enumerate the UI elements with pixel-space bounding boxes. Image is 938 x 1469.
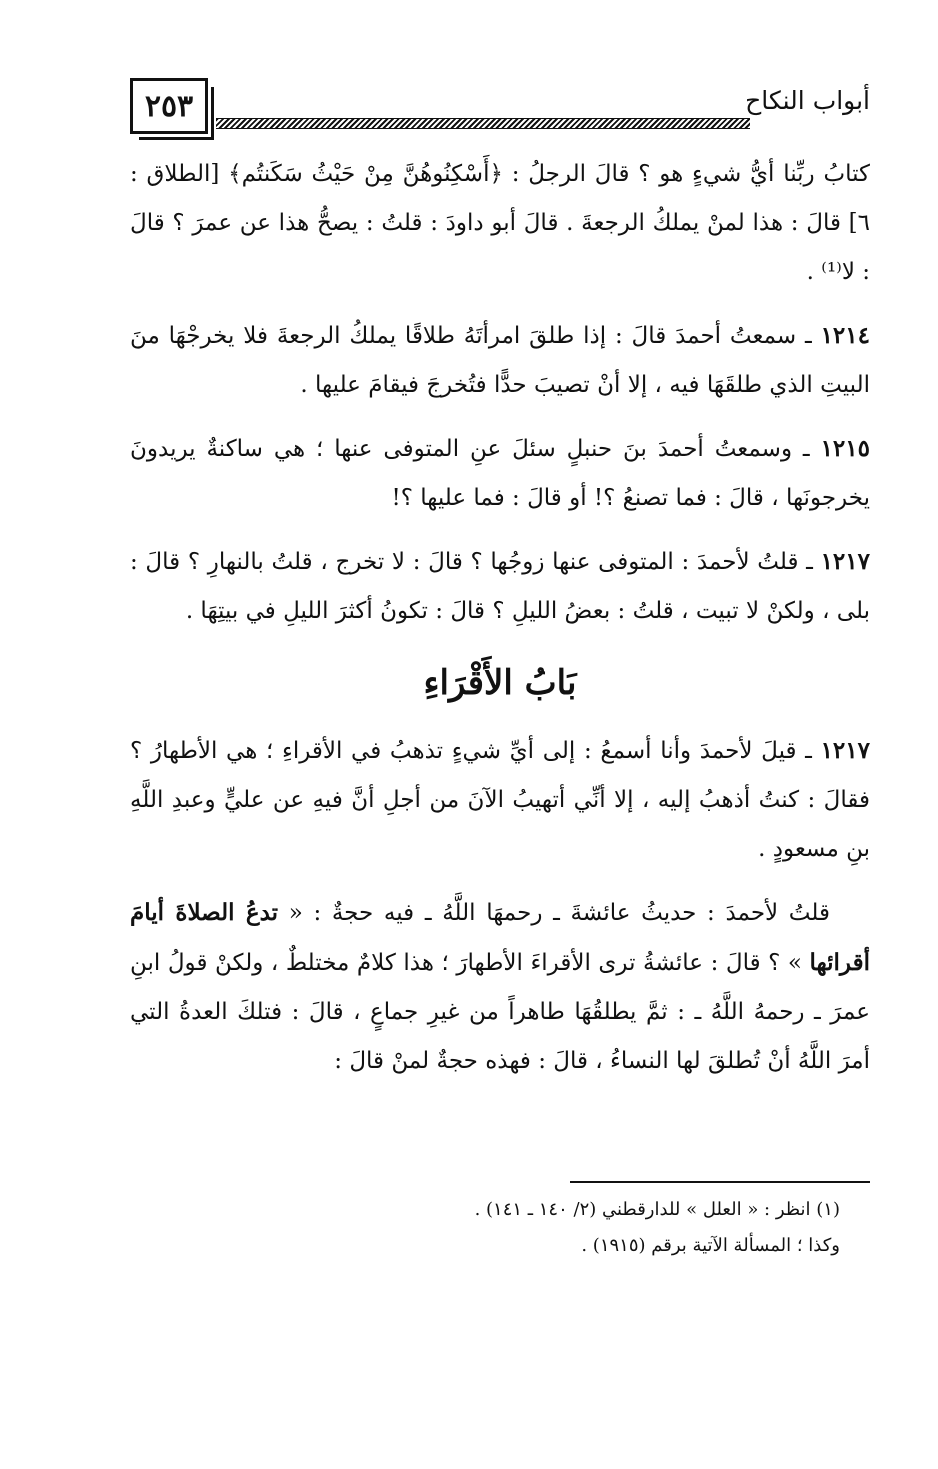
paragraph: كتابُ ربِّنا أيُّ شيءٍ هو ؟ قالَ الرجلُ : ﴿أَسْكِنُوهُنَّ مِنْ حَيْثُ سَكَنتُم﴾ [الطلاق : ٦] قالَ : هذا لمنْ يملكُ الرجعةَ . قالَ أبو داودَ : قلتُ : يصحُّ هذا عن عمرَ ؟ قالَ : لا⁽¹⁾ . (130, 161, 870, 285)
issue-number: ١٢١٥ (820, 435, 870, 462)
chapter-title: بَابُ الأَقْرَاءِ (423, 663, 577, 703)
paragraph (130, 888, 870, 1086)
page-number: ٢٥٣ (130, 78, 208, 134)
paragraph (130, 537, 870, 636)
paragraph-text: ـ قلتُ لأحمدَ : المتوفى عنها زوجُها ؟ قالَ : لا تخرج ، قلتُ بالنهارِ ؟ قالَ : بلى ، ولكنْ لا تبيت ، قلتُ : بعضُ الليلِ ؟ قالَ : تكونُ أكثرَ الليلِ في بيتِهَا . (130, 549, 870, 624)
running-title: أبواب النكاح (745, 86, 870, 115)
hadith-quote: تدعُ الصلاةَ أيامَ أقرائها (130, 899, 870, 976)
paragraph-text: ـ قيلَ لأحمدَ وأنا أسمعُ : إلى أيِّ شيءٍ تذهبُ في الأقراءِ ؛ هي الأطهارُ ؟ فقالَ : كنتُ أذهبُ إليه ، إلا أنِّي أتهيبُ الآنَ من أجلِ أنَّ فيهِ عن عليٍّ وعبدِ اللَّهِ بنِ مسعودٍ . (130, 738, 870, 862)
header-rule (216, 118, 750, 129)
page-header (130, 78, 870, 142)
paragraph-text: ـ سمعتُ أحمدَ قالَ : إذا طلقَ امرأتَهُ طلاقًا يملكُ الرجعةَ فلا يخرجْهَا منَ البيتِ الذي طلقَهَا فيه ، إلا أنْ تصيبَ حدًّا فتُخرجَ فيقامَ عليها . (130, 323, 870, 398)
paragraph (130, 726, 870, 874)
paragraph-text: » ؟ قالَ : عائشةُ ترى الأقراءَ الأطهارَ ؛ هذا كلامٌ مختلطٌ ، ولكنْ قولُ ابنِ عمرَ ـ رحمهُ اللَّهُ ـ : ثمَّ يطلقُهَا طاهراً من غيرِ جماعٍ ، قالَ : فتلكَ العدةُ التي أمرَ اللَّهُ أنْ تُطلقَ لها النساءُ ، قالَ : فهذه حجةٌ لمنْ قالَ : (130, 950, 870, 1074)
footnote: وكذا ؛ المسألة الآتية برقم (١٩١٥) . (581, 1235, 840, 1256)
footnote: (١) انظر : « العلل » للدارقطني (٢/ ١٤٠ ـ ١٤١) . (474, 1199, 840, 1220)
issue-number: ١٢١٧ (820, 548, 870, 575)
paragraph-text: ـ وسمعتُ أحمدَ بنَ حنبلٍ سئلَ عنِ المتوفى عنها ؛ هي ساكنةٌ يريدونَ يخرجونَها ، قالَ : فما تصنعُ ؟! أو قالَ : فما عليها ؟! (130, 436, 870, 511)
issue-number: ١٢١٤ (820, 322, 870, 349)
paragraph (130, 424, 870, 523)
issue-number: ١٢١٧ (820, 737, 870, 764)
paragraph-text: قلتُ لأحمدَ : حديثُ عائشةَ ـ رحمهَا اللَّهُ ـ فيه حجةٌ : « (278, 900, 830, 926)
footnotes (330, 1192, 840, 1264)
paragraph (130, 311, 870, 410)
main-text (130, 150, 870, 1100)
footnote-rule (570, 1181, 870, 1183)
